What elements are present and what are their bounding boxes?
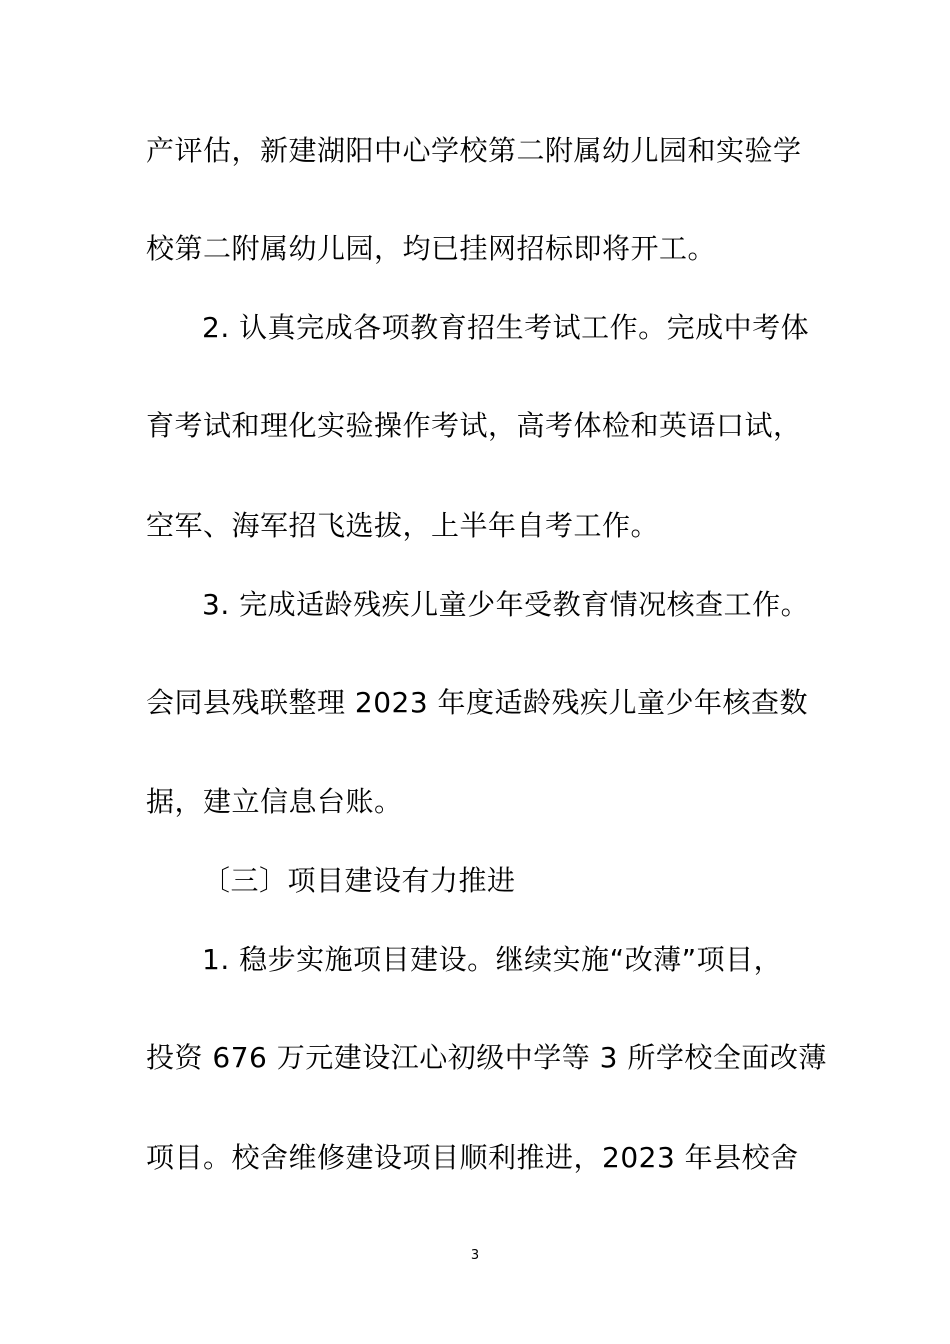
paragraph-line: 2. 认真完成各项教育招生考试工作。完成中考体 — [202, 311, 810, 344]
paragraph-line: 空军、海军招飞选拔，上半年自考工作。 — [146, 509, 660, 542]
section-heading: 〔三〕项目建设有力推进 — [202, 864, 516, 897]
paragraph-line: 产评估，新建湖阳中心学校第二附属幼儿园和实验学 — [146, 134, 802, 167]
paragraph-line: 会同县残联整理 2023 年度适龄残疾儿童少年核查数 — [146, 686, 809, 719]
paragraph-line: 项目。校舍维修建设项目顺利推进，2023 年县校舍 — [146, 1141, 799, 1174]
paragraph-line: 3. 完成适龄残疾儿童少年受教育情况核查工作。 — [202, 588, 810, 621]
page-number: 3 — [470, 1248, 480, 1263]
paragraph-line: 投资 676 万元建设江心初级中学等 3 所学校全面改薄 — [146, 1041, 827, 1074]
paragraph-line: 育考试和理化实验操作考试，高考体检和英语口试， — [146, 409, 802, 442]
paragraph-line: 校第二附属幼儿园，均已挂网招标即将开工。 — [146, 232, 717, 265]
paragraph-line: 据，建立信息台账。 — [146, 785, 403, 818]
paragraph-line: 1. 稳步实施项目建设。继续实施“改薄”项目， — [202, 943, 783, 976]
